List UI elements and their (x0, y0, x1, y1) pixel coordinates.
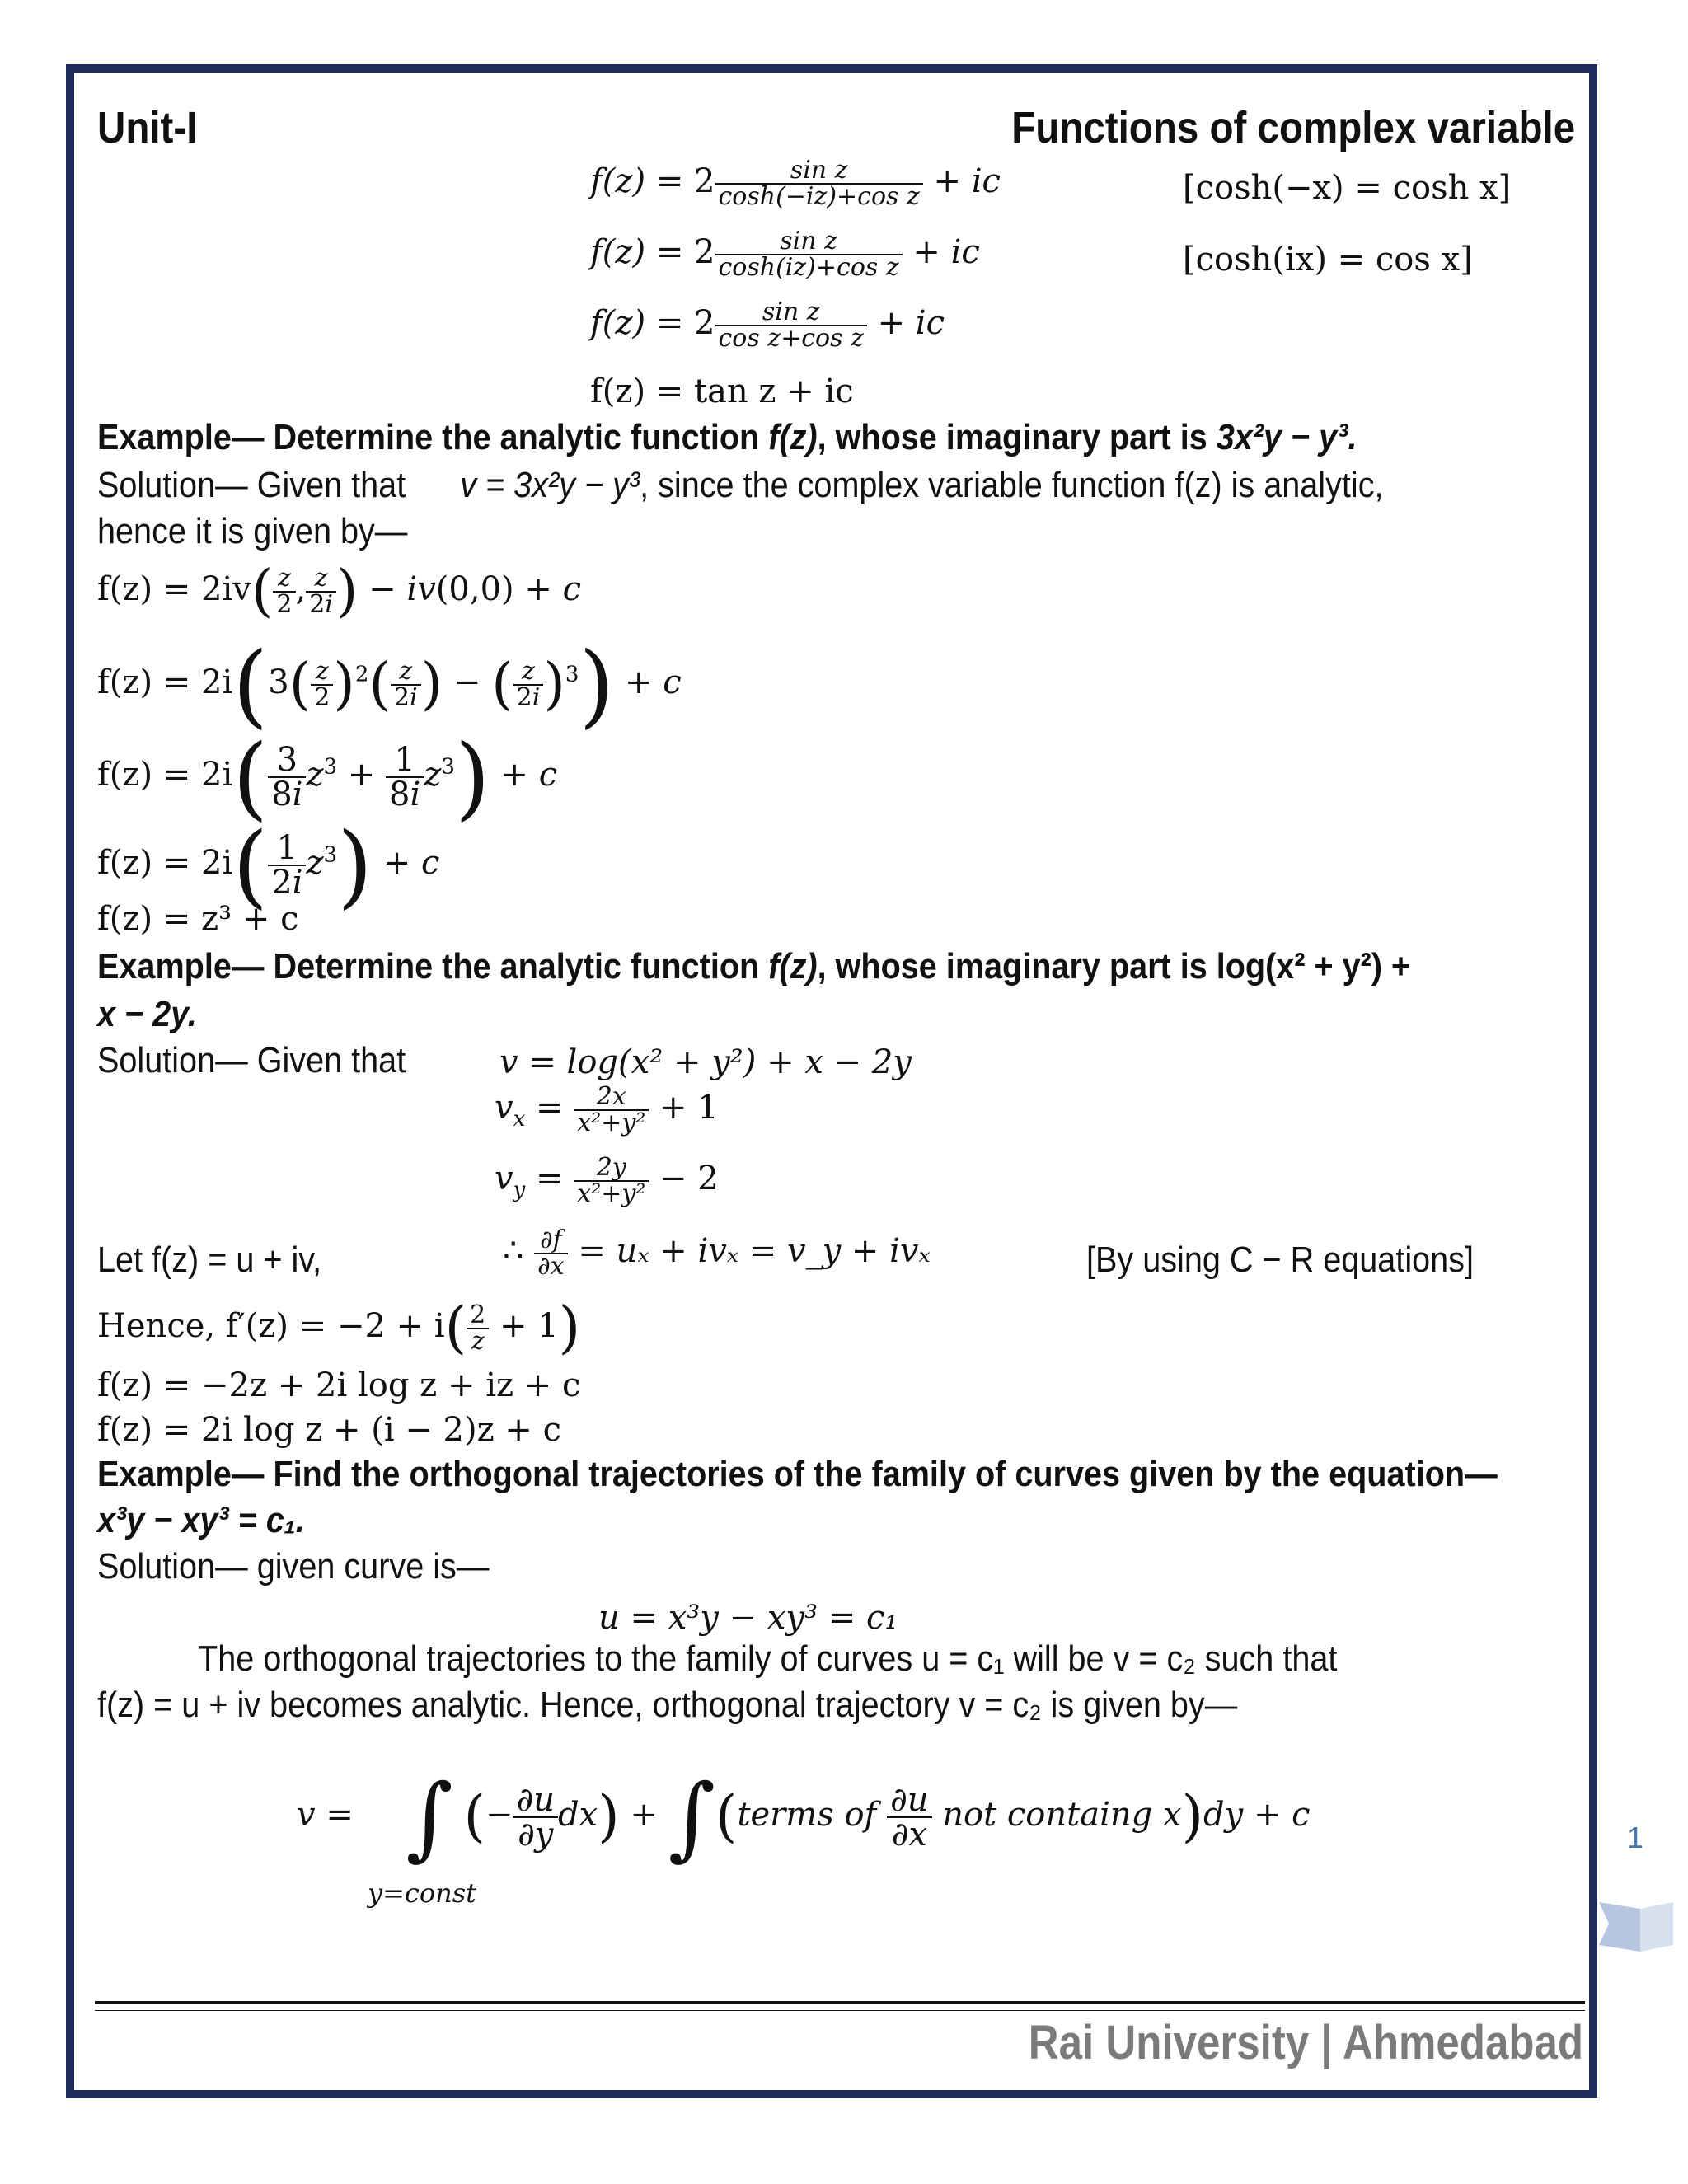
equation-line: f(z) = 2iv( $\frac{z}{2}$ , $\frac{z}{2i}$ ) − iv(0,0) + c (97, 559, 581, 624)
example-heading: Example— Find the orthogonal trajectories of the family of curves given by the equation— (97, 1454, 1498, 1494)
integral-formula: v = ∫ (− $\frac{\partial u}{\partial y}$ dx) + ∫(terms of $\frac{\partial u}{\partial x}$ not containg x)dy + c (297, 1765, 1311, 1870)
equation-line: f(z) = 2i( $\frac{3}{8i}$ $z^3$ + $\frac{1}{8i}$ $z^3) + c$ (97, 724, 558, 830)
example-heading-cont: x − 2y. (97, 994, 197, 1034)
equation-line: f(z) = tan z + ic (590, 373, 854, 410)
equation-line: f(z) = 2i( $\frac{1}{2i}$ $z^3) + c$ (97, 813, 440, 918)
footer-university: Rai University | Ahmedabad (1028, 2016, 1583, 2069)
cr-note: [By using C − R equations] (1086, 1240, 1474, 1280)
page-number: 1 (1627, 1821, 1644, 1854)
equation-line: f(z) = 2i log z + (i − 2)z + c (97, 1411, 562, 1449)
equation-line: ∴ $\frac{\partial f}{\partial x}$ = uₓ + ivₓ = v_y + ivₓ (503, 1226, 931, 1281)
example-heading: Example— Determine the analytic function f(z), whose imaginary part is 3x²y − y³. (97, 417, 1357, 457)
footer-rule-thin (95, 2010, 1585, 2011)
solution-text: Let f(z) = u + iv, (97, 1240, 322, 1280)
solution-text: Solution— Given that v = 3x²y − y³, since the complex variable function f(z) is analytic, (97, 465, 1384, 505)
identity-note: [cosh(−x) = cosh x] (1183, 169, 1512, 207)
equation-line: $v_x$ = $\frac{2x}{\text{x²+y²}}$ + 1 (495, 1082, 719, 1137)
paragraph-line: The orthogonal trajectories to the family of curves u = c₁ will be v = c₂ such that (198, 1638, 1338, 1679)
equation-line: Hence, f′(z) = −2 + i( $\frac{2}{z}$ + 1) (97, 1296, 581, 1361)
equation-line: f(z) = −2z + 2i log z + iz + c (97, 1366, 581, 1404)
unit-label: Unit-I (97, 103, 198, 152)
equation-line: f(z) = z³ + c (97, 900, 299, 938)
example-heading-cont: x³y − xy³ = c₁. (97, 1500, 305, 1540)
solution-text: Solution— given curve is— (97, 1546, 490, 1586)
equation-line: f(z) = 2 $\frac{\text{sin z}}{\text{cos z+cos z}}$ + ic (590, 298, 945, 353)
solution-text: hence it is given by— (97, 511, 408, 551)
paragraph-line: f(z) = u + iv becomes analytic. Hence, orthogonal trajectory v = c₂ is given by— (97, 1685, 1238, 1725)
example-heading: Example— Determine the analytic function f(z), whose imaginary part is log(x² + y²) + (97, 946, 1411, 987)
equation-line: f(z) = 2i(3( $\frac{z}{2}$ )$^2$( $\frac{z}{2i}$ ) − ( $\frac{z}{2i}$ )$^3$) + c (97, 632, 682, 738)
solution-text: Solution— Given that (97, 1040, 406, 1080)
integral-subscript: y=const (368, 1877, 476, 1909)
equation-line: v = log(x² + y²) + x − 2y (499, 1043, 912, 1081)
page-title: Functions of complex variable (1011, 103, 1575, 152)
identity-note: [cosh(ix) = cos x] (1183, 241, 1473, 279)
page-ribbon-icon (1591, 1894, 1673, 1960)
equation-line: f(z) = 2 $\frac{\text{sin z}}{\text{cosh(−iz)+cos z}}$ + ic (590, 156, 1001, 211)
equation-line: f(z) = 2 $\frac{\text{sin z}}{\text{cosh(iz)+cos z}}$ + ic (590, 227, 980, 282)
equation-line: u = x³y − xy³ = c₁ (598, 1599, 898, 1637)
footer-rule (95, 2001, 1585, 2004)
equation-line: $v_y$ = $\frac{2y}{\text{x²+y²}}$ − 2 (495, 1153, 719, 1208)
